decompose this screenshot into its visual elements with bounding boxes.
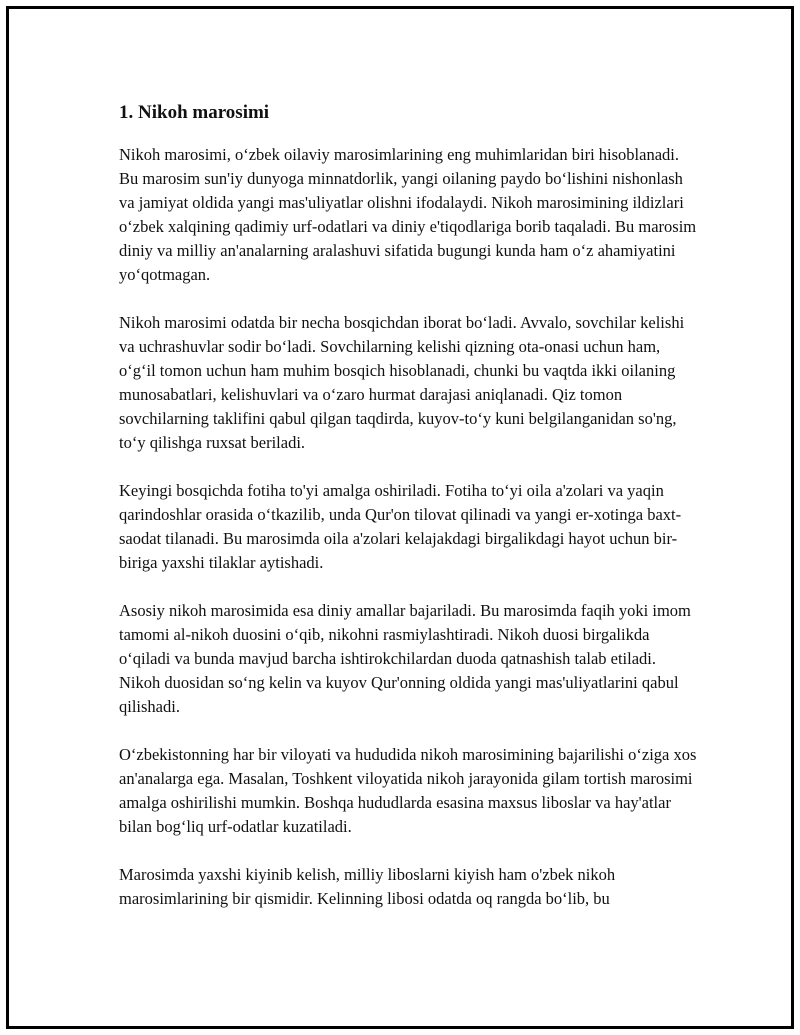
paragraph-6: Marosimda yaxshi kiyinib kelish, milliy liboslarni kiyish ham o'zbek nikoh marosimlarining bir qismidir. Kelinning libosi odatda oq rangda bo‘lib, bu: [119, 865, 616, 908]
paragraph-1: Nikoh marosimi, o‘zbek oilaviy marosimlarining eng muhimlaridan biri hisoblanadi. Bu marosim sun'iy dunyoga minnatdorlik, yangi oilaning paydo bo‘lishini nishonlash va jamiyat oldida yangi mas'uliyatlar olishni ifodalaydi. Nikoh marosimining ildizlari o‘zbek xalqining qadimiy urf-odatlari va diniy e'tiqodlariga borib taqaladi. Bu marosim diniy va milliy an'analarning aralashuvi sifatida bugungi kunda ham o‘z ahamiyatini yo‘qotmagan.: [119, 145, 697, 284]
section-heading: 1. Nikoh marosimi: [119, 102, 270, 123]
document-body: [119, 93, 699, 935]
paragraph-3: Keyingi bosqichda fotiha to'yi amalga oshiriladi. Fotiha to‘yi oila a'zolari va yaqin qarindoshlar orasida o‘tkazilib, unda Qur'on tilovat qilinadi va yangi er-xotinga baxt-saodat tilanadi. Bu marosimda oila a'zolari kelajakdagi birgalikdagi hayot uchun bir-biriga yaxshi tilaklar aytishadi.: [119, 481, 682, 572]
paragraph-5: O‘zbekistonning har bir viloyati va hududida nikoh marosimining bajarilishi o‘ziga xos an'analarga ega. Masalan, Toshkent viloyatida nikoh jarayonida gilam tortish marosimi amalga oshirilishi mumkin. Boshqa hududlarda esasina maxsus liboslar va hay'atlar bilan bog‘liq urf-odatlar kuzatiladi.: [119, 745, 697, 836]
paragraph-4: Asosiy nikoh marosimida esa diniy amallar bajariladi. Bu marosimda faqih yoki imom tamomi al-nikoh duosini o‘qib, nikohni rasmiylashtiradi. Nikoh duosi birgalikda o‘qiladi va bunda mavjud barcha ishtirokchilardan duoda qatnashish talab etiladi. Nikoh duosidan so‘ng kelin va kuyov Qur'onning oldida yangi mas'uliyatlarini qabul qilishadi.: [119, 601, 691, 716]
paragraph-2: Nikoh marosimi odatda bir necha bosqichdan iborat bo‘ladi. Avvalo, sovchilar kelishi va uchrashuvlar sodir bo‘ladi. Sovchilarning kelishi qizning ota-onasi uchun ham, o‘g‘il tomon uchun ham muhim bosqich hisoblanadi, chunki bu vaqtda ikki oilaning munosabatlari, kelishuvlari va o‘zaro hurmat darajasi aniqlanadi. Qiz tomon sovchilarning taklifini qabul qilgan taqdirda, kuyov-to‘y kuni belgilanganidan so'ng, to‘y qilishga ruxsat beriladi.: [119, 313, 685, 452]
document-page: [6, 6, 794, 1029]
